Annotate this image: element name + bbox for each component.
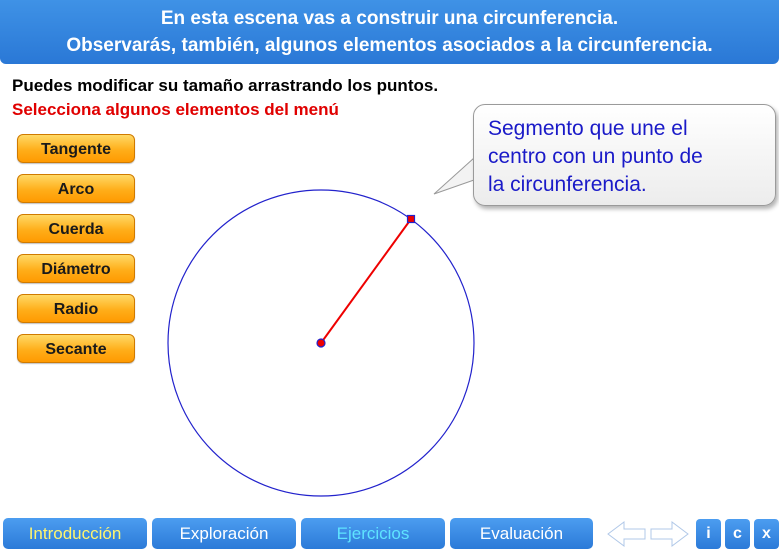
tab-introduccion[interactable]: Introducción <box>3 518 147 549</box>
tooltip-line-3: la circunferencia. <box>488 173 647 196</box>
tangente-button[interactable]: Tangente <box>17 134 135 163</box>
radio-button[interactable]: Radio <box>17 294 135 323</box>
instruction-select: Selecciona algunos elementos del menú <box>12 100 339 119</box>
radius-segment <box>321 219 411 343</box>
arrow-right-icon[interactable] <box>651 522 688 546</box>
header-line-1: En esta escena vas a construir una circunferencia. <box>160 8 619 29</box>
circle-point[interactable] <box>408 216 415 223</box>
info-button[interactable]: i <box>696 519 721 549</box>
secante-button[interactable]: Secante <box>17 334 135 363</box>
arco-button[interactable]: Arco <box>17 174 135 203</box>
tooltip-bubble <box>473 104 776 206</box>
diametro-button[interactable]: Diámetro <box>17 254 135 283</box>
footer-nav <box>0 516 779 552</box>
credits-button[interactable]: c <box>725 519 750 549</box>
close-button[interactable]: x <box>754 519 779 549</box>
tooltip-line-1: Segmento que une el <box>488 117 688 140</box>
tab-exploracion[interactable]: Exploración <box>152 518 296 549</box>
nav-arrows <box>606 520 690 548</box>
cuerda-button[interactable]: Cuerda <box>17 214 135 243</box>
tooltip-line-2: centro con un punto de <box>488 145 703 168</box>
tab-ejercicios[interactable]: Ejercicios <box>301 518 445 549</box>
tab-evaluacion[interactable]: Evaluación <box>450 518 593 549</box>
arrow-left-icon[interactable] <box>608 522 645 546</box>
center-point[interactable] <box>317 339 325 347</box>
header-line-2: Observarás, también, algunos elementos asociados a la circunferencia. <box>66 35 713 56</box>
instruction-drag: Puedes modificar su tamaño arrastrando los puntos. <box>12 76 439 95</box>
